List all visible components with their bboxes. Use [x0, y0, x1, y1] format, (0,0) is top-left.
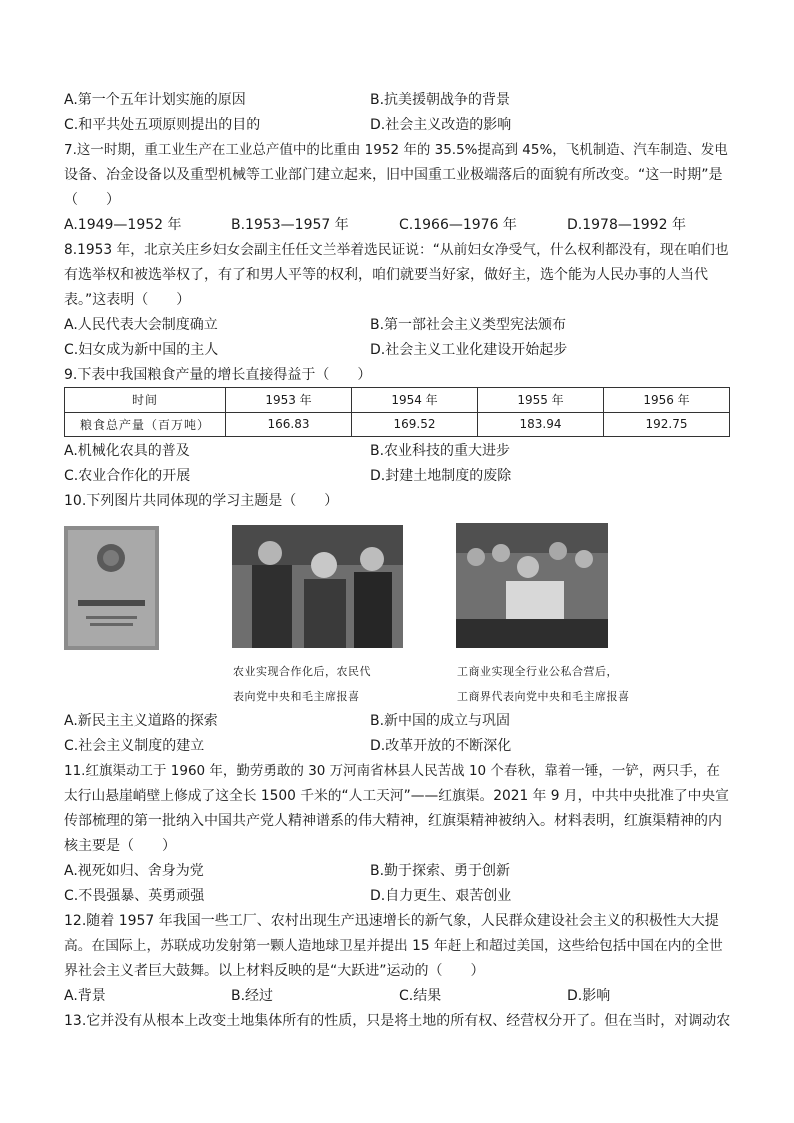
q11-option-d: D.自力更生、艰苦创业: [370, 888, 512, 904]
q12-stem-line1: 12.随着 1957 年我国一些工厂、农村出现生产迅速增长的新气象，人民群众建设社会主义的积极性大大提: [64, 913, 719, 929]
q11-stem-line2: 太行山悬崖峭壁上修成了这全长 1500 千米的“人工天河”——红旗渠。2021 年 9 月，中共中央批准了中央宣: [64, 788, 729, 804]
q10-option-a: A.新民主主义道路的探索: [64, 713, 218, 729]
q7-option-c: C.1966—1976 年: [399, 217, 517, 233]
q8-option-d: D.社会主义工业化建设开始起步: [370, 342, 568, 358]
business-report-photo: [456, 523, 608, 648]
q7-option-d: D.1978—1992 年: [567, 217, 686, 233]
q10-option-d: D.改革开放的不断深化: [370, 738, 512, 754]
q7-stem-line2: 设备、冶金设备以及重型机械等工业部门建立起来，旧中国重工业极端落后的面貌有所改变。“这一时期”是: [64, 167, 723, 183]
table-cell: 1955 年: [478, 388, 604, 413]
q9-stem: 9.下表中我国粮食产量的增长直接得益于（ ）: [64, 367, 372, 383]
table-cell: 166.83: [226, 412, 352, 437]
q8-option-c: C.妇女成为新中国的主人: [64, 342, 219, 358]
q9-option-a: A.机械化农具的普及: [64, 443, 190, 459]
q11-option-a: A.视死如归、舍身为党: [64, 863, 204, 879]
q6-option-d: D.社会主义改造的影响: [370, 117, 512, 133]
table-cell: 192.75: [604, 412, 730, 437]
q8-option-b: B.第一部社会主义类型宪法颁布: [370, 317, 567, 333]
table-cell: 183.94: [478, 412, 604, 437]
table-header-cell: 时间: [65, 388, 226, 413]
q8-stem-line1: 8.1953 年，北京关庄乡妇女会副主任任文兰举着选民证说：“从前妇女净受气，什么权利都没有，现在咱们也: [64, 242, 729, 258]
q10-stem: 10.下列图片共同体现的学习主题是（ ）: [64, 493, 339, 509]
table-cell: 1956 年: [604, 388, 730, 413]
q10-option-b: B.新中国的成立与巩固: [370, 713, 511, 729]
q7-stem-line3: （ ）: [64, 192, 120, 208]
farmers-photo-caption-line2: 表向党中央和毛主席报喜: [233, 690, 360, 703]
q13-stem-line1: 13.它并没有从根本上改变土地集体所有的性质，只是将土地的所有权、经营权分开了。但在当时，对调动农: [64, 1013, 731, 1029]
q11-stem-line4: 核主要是（ ）: [64, 838, 176, 854]
q8-stem-line2: 有选举权和被选举权了，有了和男人平等的权利，咱们就要当好家，做好主，选个能为人民办事的人当代: [64, 267, 708, 283]
q11-option-c: C.不畏强暴、英勇顽强: [64, 888, 205, 904]
q12-option-c: C.结果: [399, 988, 442, 1004]
business-photo-caption-line2: 工商界代表向党中央和毛主席报喜: [457, 690, 630, 703]
q12-stem-line2: 高。在国际上，苏联成功发射第一颗人造地球卫星并提出 15 年赶上和超过美国，这些给包括中国在内的全世: [64, 938, 723, 954]
q8-stem-line3: 表。”这表明（ ）: [64, 292, 191, 308]
grain-output-table: [64, 387, 730, 437]
table-cell: 1953 年: [226, 388, 352, 413]
constitution-booklet-photo: [64, 526, 159, 650]
q12-stem-line3: 界社会主义者巨大鼓舞。以上材料反映的是“大跃进”运动的（ ）: [64, 963, 485, 979]
q12-option-d: D.影响: [567, 988, 611, 1004]
q11-stem-line3: 传部梳理的第一批纳入中国共产党人精神谱系的伟大精神，红旗渠精神被纳入。材料表明，红旗渠精神的内: [64, 813, 722, 829]
table-cell: 1954 年: [352, 388, 478, 413]
q6-option-c: C.和平共处五项原则提出的目的: [64, 117, 261, 133]
q11-option-b: B.勤于探索、勇于创新: [370, 863, 511, 879]
q9-option-c: C.农业合作化的开展: [64, 468, 191, 484]
table-row: [65, 412, 730, 437]
farmers-report-photo: [232, 525, 403, 648]
q9-option-b: B.农业科技的重大进步: [370, 443, 511, 459]
q6-option-b: B.抗美援朝战争的背景: [370, 92, 511, 108]
q12-option-a: A.背景: [64, 988, 106, 1004]
table-header-cell: 粮食总产量（百万吨）: [65, 412, 226, 437]
q7-stem-line1: 7.这一时期，重工业生产在工业总产值中的比重由 1952 年的 35.5%提高到 45%，飞机制造、汽车制造、发电: [64, 142, 728, 158]
farmers-photo-caption-line1: 农业实现合作化后，农民代: [233, 665, 371, 678]
q7-option-b: B.1953—1957 年: [231, 217, 349, 233]
table-row: [65, 388, 730, 413]
q10-option-c: C.社会主义制度的建立: [64, 738, 205, 754]
q11-stem-line1: 11.红旗渠动工于 1960 年，勤劳勇敢的 30 万河南省林县人民苦战 10 个春秋，靠着一锤，一铲，两只手，在: [64, 763, 720, 779]
business-photo-caption-line1: 工商业实现全行业公私合营后，: [457, 665, 618, 678]
q6-option-a: A.第一个五年计划实施的原因: [64, 92, 246, 108]
q7-option-a: A.1949—1952 年: [64, 217, 182, 233]
q9-option-d: D.封建土地制度的废除: [370, 468, 512, 484]
table-cell: 169.52: [352, 412, 478, 437]
q8-option-a: A.人民代表大会制度确立: [64, 317, 218, 333]
q12-option-b: B.经过: [231, 988, 274, 1004]
